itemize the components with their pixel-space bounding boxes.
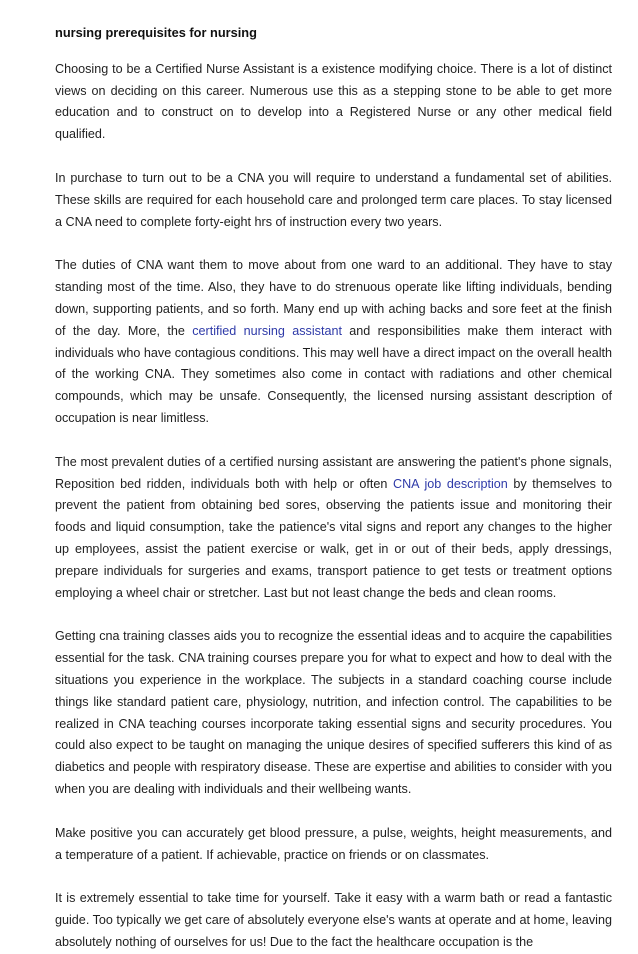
paragraph-4: [55, 452, 612, 605]
paragraph-text: and responsibilities make them interact with individuals who have contagious conditions. This may well have a direct impact on the overall health of the working CNA. They sometimes also come in contact with radiations and other chemical compounds, which may be unsafe. Consequently, the licensed nursing assistant description of occupation is near limitless.: [55, 323, 613, 425]
document-page: [55, 22, 612, 954]
paragraph-3: [55, 255, 612, 429]
certified-nursing-assistant-link[interactable]: certified nursing assistant: [192, 323, 342, 338]
paragraph-text: The most prevalent duties of a certified nursing assistant are answering the patient's phone signals, Reposition bed ridden, individuals both with help or often: [55, 454, 612, 491]
paragraph-1: [55, 59, 612, 146]
paragraph-7: [55, 888, 612, 953]
paragraph-5: [55, 626, 612, 800]
paragraph-text: The duties of CNA want them to move about from one ward to an additional. They have to stay standing most of the time. Also, they have to do strenuous operate like lifting individuals, bending down, supporting patients, and so forth. Many end up with aching backs and sore feet at the finish of the day. More, the: [55, 258, 612, 338]
paragraph-text: Choosing to be a Certified Nurse Assistant is a existence modifying choice. There is a lot of distinct views on deciding on this career. Numerous use this as a stepping stone to be able to get more education and to construct on to develop into a Registered Nurse or any other medical field qualified.: [55, 61, 612, 142]
document-title: nursing prerequisites for nursing: [55, 25, 257, 40]
paragraph-text: by themselves to prevent the patient from obtaining bed sores, observing the patients issue and monitoring their foods and liquid consumption, take the patience's vital signs and report any changes to the higher up employees, assist the patient exercise or walk, get in or out of their beds, apply dressings, prepare individuals for surgeries and exams, transport patience to get tests or treatment options employing a wheel chair or stretcher. Last but not least change the beds and clean rooms.: [55, 476, 612, 600]
paragraph-2: [55, 168, 612, 233]
paragraph-text: In purchase to turn out to be a CNA you will require to understand a fundamental set of abilities. These skills are required for each household care and prolonged term care places. To stay licensed a CNA need to complete forty-eight hrs of instruction every two years.: [55, 170, 612, 229]
paragraph-6: [55, 823, 612, 867]
paragraph-text: Make positive you can accurately get blood pressure, a pulse, weights, height measurements, and a temperature of a patient. If achievable, practice on friends or on classmates.: [55, 825, 612, 862]
cna-job-description-link[interactable]: CNA job description: [392, 476, 508, 491]
paragraph-text: It is extremely essential to take time for yourself. Take it easy with a warm bath or read a fantastic guide. Too typically we get care of absolutely everyone else's wants at operate and at home, leaving absolutely nothing of ourselves for us! Due to the fact the healthcare occupation is the: [55, 891, 612, 949]
paragraph-text: Getting cna training classes aids you to recognize the essential ideas and to acquire the capabilities essential for the task. CNA training courses prepare you for what to expect and how to deal with the situations you experience in the workplace. The subjects in a standard coaching course include things like standard patient care, physiology, nutrition, and infection control. The capabilities to be realized in CNA teaching courses incorporate taking essential signs and security procedures. You could also expect to be taught on managing the unique desires of specified sufferers this kind of as diabetics and people with respiratory disease. These are expertise and abilities to consider with you when you are dealing with individuals and their wellbeing wants.: [55, 629, 612, 796]
